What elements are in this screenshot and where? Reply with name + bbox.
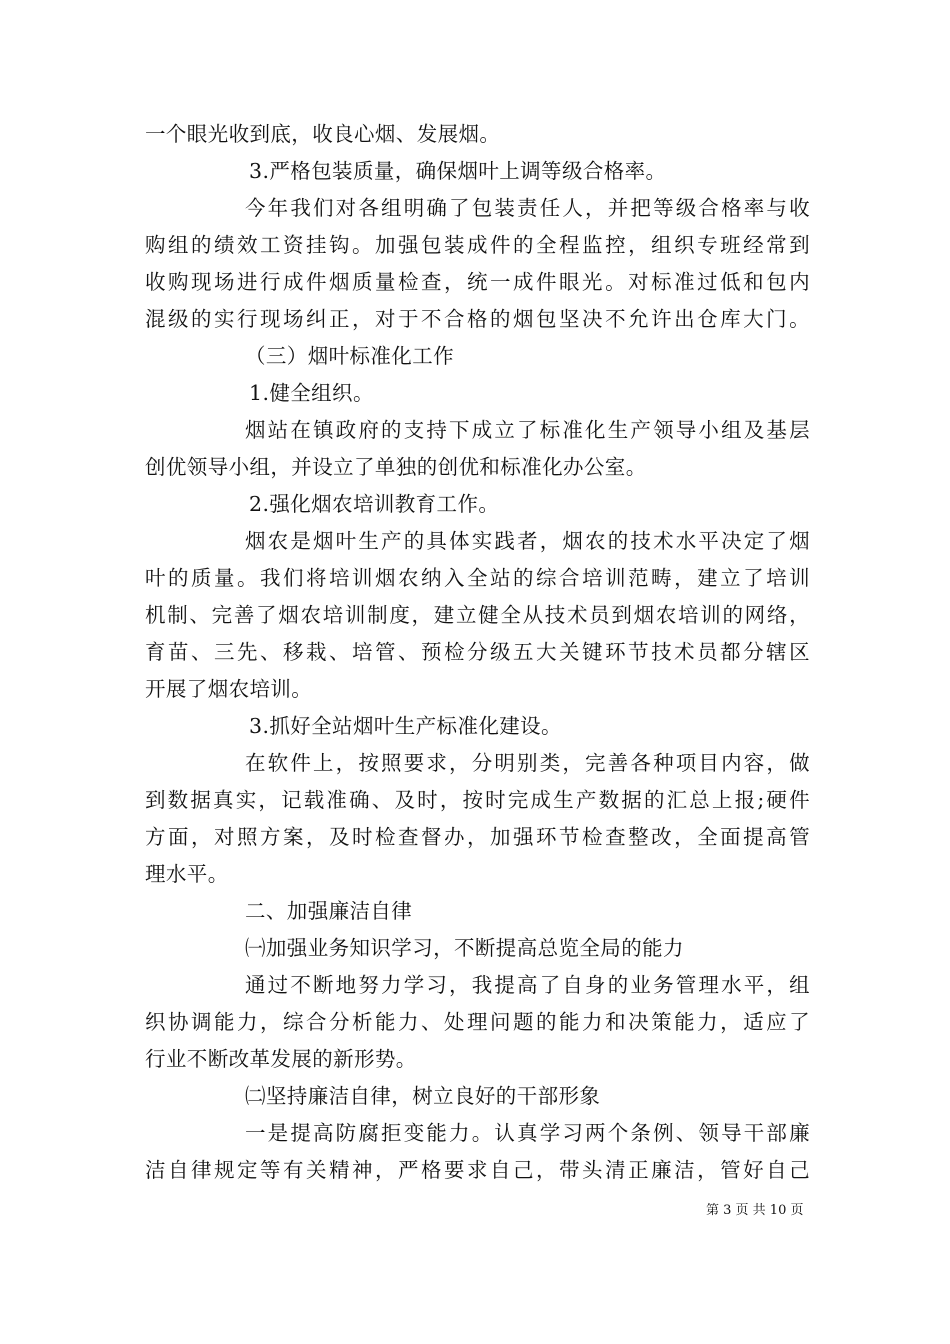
text-line: 织协调能力，综合分析能力、处理问题的能力和决策能力，适应了: [145, 1010, 810, 1034]
list-heading: 3.抓好全站烟叶生产标准化建设。: [249, 714, 562, 738]
text-line: 理水平。: [145, 862, 229, 886]
text-line: 今年我们对各组明确了包装责任人，并把等级合格率与收: [245, 196, 810, 220]
text-line: 行业不断改革发展的新形势。: [145, 1047, 417, 1071]
list-heading: 1.健全组织。: [249, 381, 374, 405]
text-line: 烟农是烟叶生产的具体实践者，烟农的技术水平决定了烟: [245, 529, 810, 553]
text-line: 在软件上，按照要求，分明别类，完善各种项目内容，做: [245, 751, 810, 775]
text-line: 一个眼光收到底，收良心烟、发展烟。: [145, 122, 501, 146]
text-line: 通过不断地努力学习，我提高了自身的业务管理水平，组: [245, 973, 810, 997]
text-line: 机制、完善了烟农培训制度，建立健全从技术员到烟农培训的网络，: [145, 603, 810, 627]
text-line: 烟站在镇政府的支持下成立了标准化生产领导小组及基层: [245, 418, 810, 442]
text-line: 育苗、三先、移栽、培管、预检分级五大关键环节技术员都分辖区: [145, 640, 810, 664]
text-line: 创优领导小组，并设立了单独的创优和标准化办公室。: [145, 455, 647, 479]
subsection-heading: ㈡坚持廉洁自律，树立良好的干部形象: [245, 1084, 601, 1108]
section-heading: 二、加强廉洁自律: [245, 899, 413, 923]
body-text: [145, 116, 810, 1189]
page-number-footer: 第 3 页 共 10 页: [706, 1203, 804, 1218]
text-line: 方面，对照方案，及时检查督办，加强环节检查整改，全面提高管: [145, 825, 810, 849]
list-heading: 3.严格包装质量，确保烟叶上调等级合格率。: [249, 159, 667, 183]
text-line: 混级的实行现场纠正，对于不合格的烟包坚决不允许出仓库大门。: [145, 307, 810, 331]
text-line: 购组的绩效工资挂钩。加强包装成件的全程监控，组织专班经常到: [145, 233, 810, 257]
text-line: 一是提高防腐拒变能力。认真学习两个条例、领导干部廉: [245, 1121, 810, 1145]
section-heading: （三）烟叶标准化工作: [245, 344, 454, 368]
text-line: 到数据真实，记载准确、及时，按时完成生产数据的汇总上报;硬件: [145, 788, 810, 812]
text-line: 收购现场进行成件烟质量检查，统一成件眼光。对标准过低和包内: [145, 270, 810, 294]
text-line: 开展了烟农培训。: [145, 677, 313, 701]
subsection-heading: ㈠加强业务知识学习，不断提高总览全局的能力: [245, 936, 684, 960]
text-line: 叶的质量。我们将培训烟农纳入全站的综合培训范畴，建立了培训: [145, 566, 810, 590]
list-heading: 2.强化烟农培训教育工作。: [249, 492, 500, 516]
text-line: 洁自律规定等有关精神，严格要求自己，带头清正廉洁，管好自己: [145, 1158, 810, 1182]
